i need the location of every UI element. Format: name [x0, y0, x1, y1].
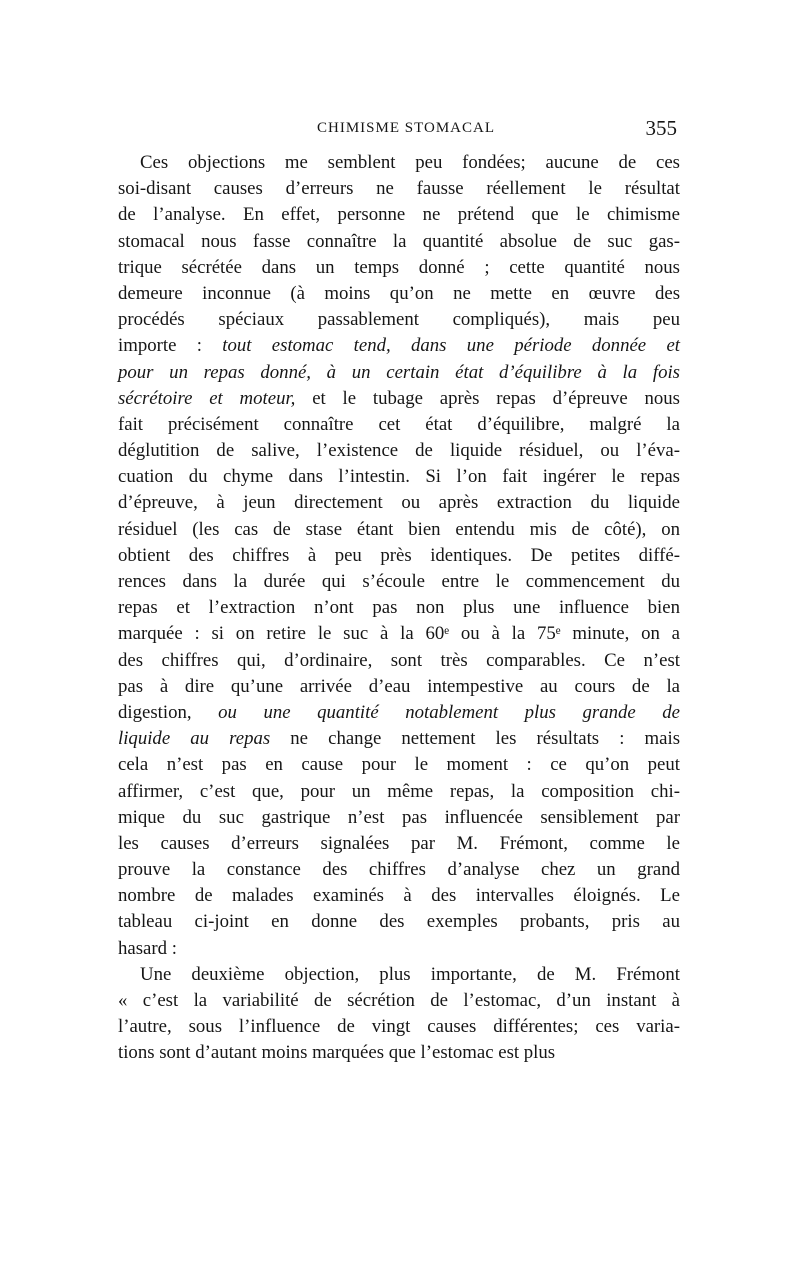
text-line — [118, 674, 680, 700]
text-line — [118, 569, 680, 595]
text-run: des chiffres qui, d’ordinaire, sont très comparables. Ce n’est — [118, 649, 680, 671]
text-line — [118, 281, 680, 307]
text-line — [118, 962, 680, 988]
text-run: trique sécrétée dans un temps donné ; cette quantité nous — [118, 256, 680, 278]
page-number: 355 — [645, 116, 677, 140]
text-run: obtient des chiffres à peu près identiques. De petites diffé- — [118, 544, 680, 566]
text-run: cuation du chyme dans l’intestin. Si l’on fait ingérer le repas — [118, 466, 680, 488]
text-line — [118, 857, 680, 883]
text-line — [118, 438, 680, 464]
text-run: repas et l’extraction n’ont pas non plus une influence bien — [118, 597, 680, 619]
text-line — [118, 1040, 680, 1066]
text-run: soi-disant causes d’erreurs ne fausse réellement le résultat — [118, 178, 680, 200]
italic-run: tout estomac tend, dans une période donnée et — [222, 335, 680, 357]
text-run: demeure inconnue (à moins qu’on ne mette en œuvre des — [118, 282, 680, 304]
text-line — [118, 150, 680, 176]
text-line — [118, 543, 680, 569]
text-run: résiduel (les cas de stase étant bien entendu mis de côté), on — [118, 518, 680, 540]
text-line — [118, 831, 680, 857]
italic-run: pour un repas donné, à un certain état d’équilibre à la fois — [118, 361, 680, 383]
text-run: prouve la constance des chiffres d’analyse chez un grand — [118, 859, 680, 881]
text-line — [118, 621, 680, 647]
text-run: Une deuxième objection, plus importante, de M. Frémont — [140, 963, 680, 985]
text-run: procédés spéciaux passablement compliqués), mais peu — [118, 309, 680, 331]
text-run: importe : — [118, 335, 223, 357]
text-run: affirmer, c’est que, pour un même repas, la composition chi- — [118, 780, 680, 802]
text-run: de l’analyse. En effet, personne ne prétend que le chimisme — [118, 204, 680, 226]
text-run: Ces objections me semblent peu fondées; aucune de ces — [140, 152, 680, 173]
text-run: tableau ci-joint en donne des exemples probants, pris au — [118, 911, 680, 933]
paragraph-2 — [118, 962, 680, 1067]
text-run: « c’est la variabilité de sécrétion de l’estomac, d’un instant à — [118, 990, 680, 1011]
text-line — [118, 464, 680, 490]
text-run: l’autre, sous l’influence de vingt causes différentes; ces varia- — [118, 1016, 680, 1038]
body-text — [118, 150, 680, 1067]
text-line — [118, 229, 680, 255]
italic-run: liquide au repas — [118, 728, 271, 750]
text-line — [118, 412, 680, 438]
text-run: pas à dire qu’une arrivée d’eau intempestive au cours de la — [118, 675, 680, 697]
italic-run: ou une quantité notablement plus grande de — [218, 701, 680, 723]
text-line — [118, 988, 680, 1014]
text-line — [118, 517, 680, 543]
text-line — [118, 202, 680, 228]
text-line — [118, 936, 680, 962]
text-run: fait précisément connaître cet état d’équilibre, malgré la — [118, 413, 680, 435]
text-run: tions sont d’autant moins marquées que l’estomac est plus — [118, 1042, 556, 1064]
text-line — [118, 595, 680, 621]
running-title: CHIMISME STOMACAL — [317, 120, 495, 136]
text-run: rences dans la durée qui s’écoule entre le commencement du — [118, 571, 680, 592]
text-line — [118, 490, 680, 516]
text-run: marquée : si on retire le suc à la 60ᵉ ou à la 75ᵉ minute, on a — [118, 623, 680, 645]
text-run: cela n’est pas en cause pour le moment : ce qu’on peut — [118, 754, 680, 776]
text-line — [118, 883, 680, 909]
text-line — [118, 333, 680, 359]
text-line — [118, 648, 680, 674]
text-run: déglutition de salive, l’existence de liquide résiduel, ou l’éva- — [118, 440, 680, 462]
text-run: stomacal nous fasse connaître la quantité absolue de suc gas- — [118, 230, 680, 252]
paragraph-1 — [118, 150, 680, 962]
text-line — [118, 255, 680, 281]
text-run: et le tubage après repas d’épreuve nous — [295, 387, 680, 409]
text-run: mique du suc gastrique n’est pas influencée sensiblement par — [118, 806, 680, 828]
text-line — [118, 752, 680, 778]
text-run: d’épreuve, à jeun directement ou après extraction du liquide — [118, 492, 680, 514]
text-line — [118, 805, 680, 831]
text-run: hasard : — [118, 937, 177, 959]
text-line — [118, 307, 680, 333]
italic-run: sécrétoire et moteur, — [118, 387, 296, 409]
text-run: nombre de malades examinés à des intervalles éloignés. Le — [118, 885, 680, 907]
text-line — [118, 726, 680, 752]
text-line — [118, 386, 680, 412]
text-line — [118, 1014, 680, 1040]
text-line — [118, 176, 680, 202]
text-line — [118, 909, 680, 935]
text-run: les causes d’erreurs signalées par M. Frémont, comme le — [118, 832, 680, 854]
text-run: ne change nettement les résultats : mais — [270, 728, 680, 750]
running-head — [118, 113, 680, 143]
text-line — [118, 360, 680, 386]
text-run: digestion, — [118, 701, 219, 723]
text-line — [118, 779, 680, 805]
text-line — [118, 700, 680, 726]
